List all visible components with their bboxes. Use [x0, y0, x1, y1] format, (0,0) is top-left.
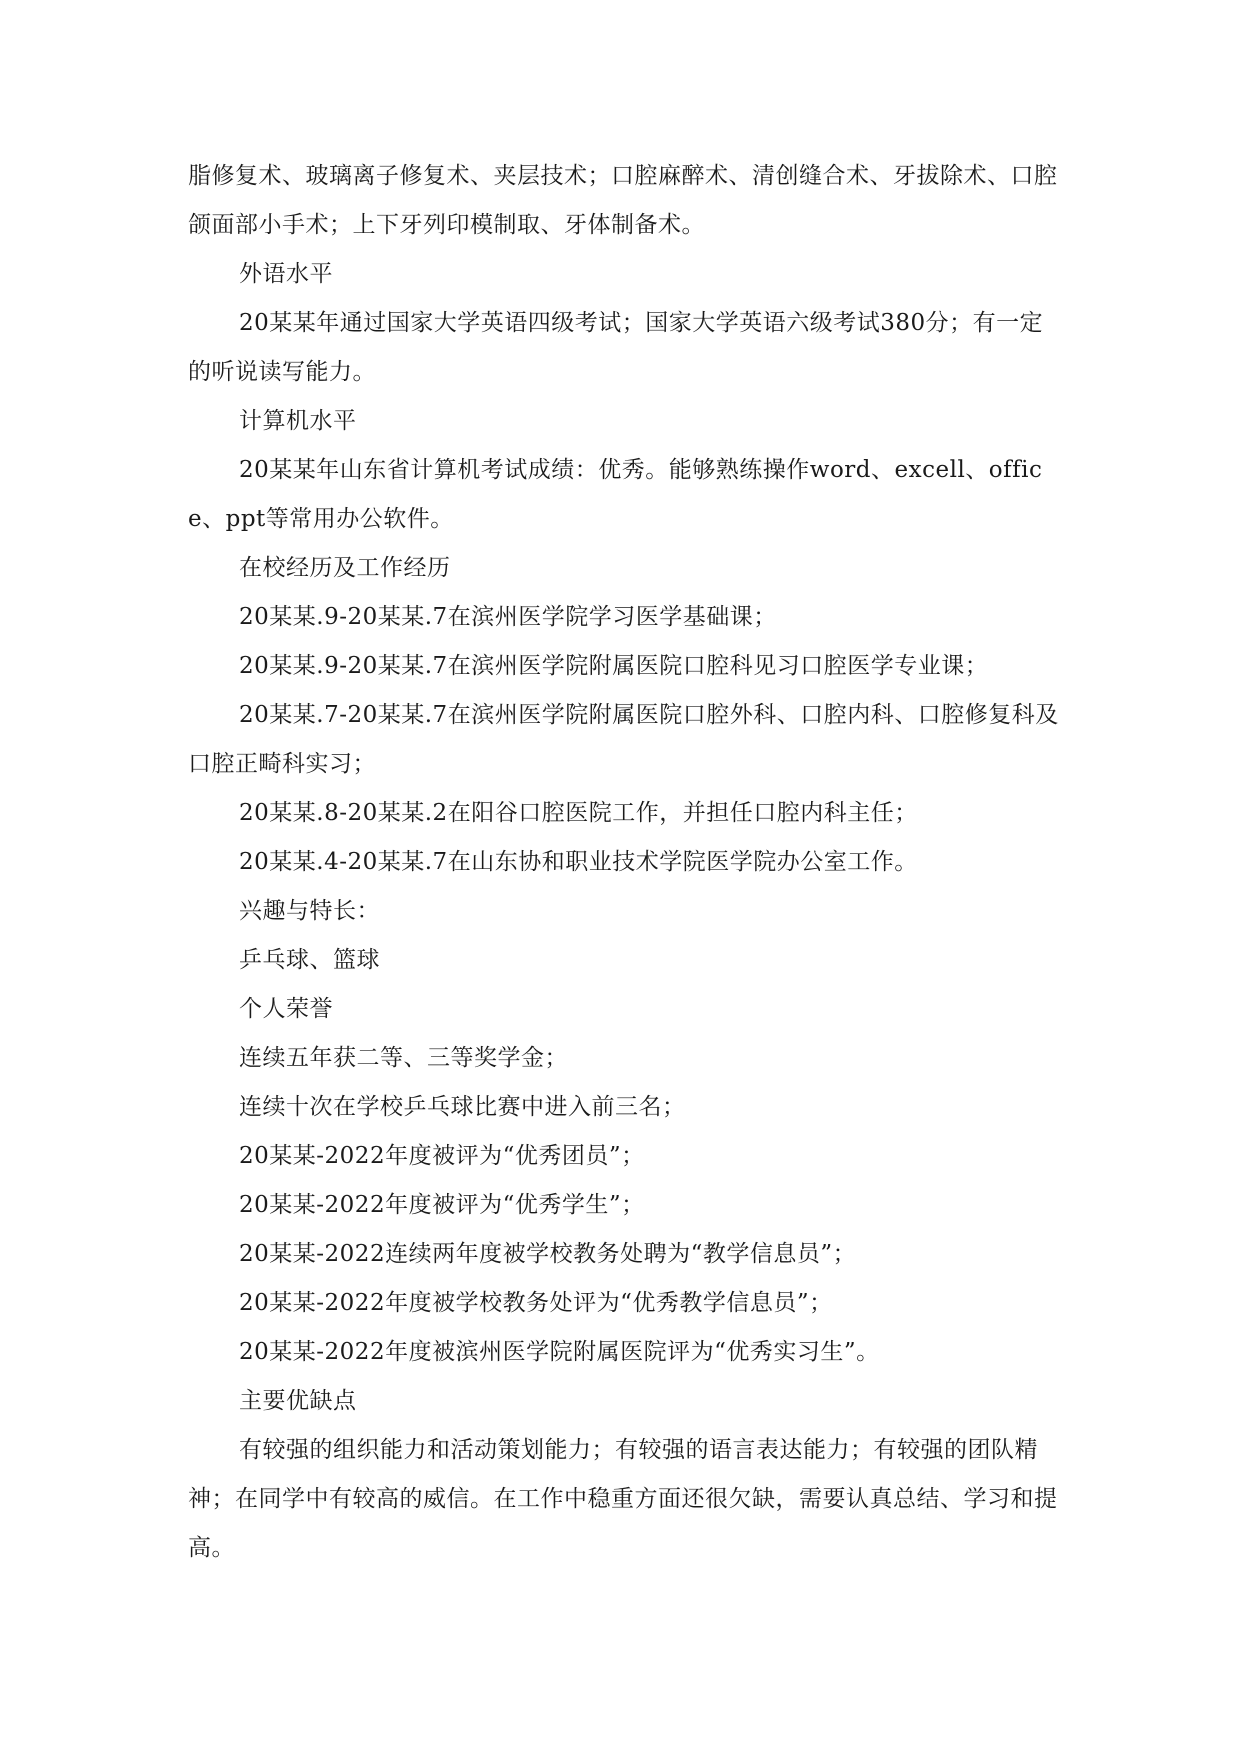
- experience-item: 20某某.9-20某某.7在滨州医学院学习医学基础课；: [239, 604, 777, 630]
- heading-foreign-language: 外语水平: [239, 261, 333, 287]
- honor-item: 20某某-2022年度被评为“优秀团员”；: [239, 1143, 645, 1169]
- honor-item: 连续五年获二等、三等奖学金；: [239, 1045, 568, 1071]
- heading-strengths-weaknesses: 主要优缺点: [239, 1388, 357, 1414]
- heading-computer-skills: 计算机水平: [239, 408, 357, 434]
- heading-experience: 在校经历及工作经历: [239, 555, 451, 581]
- honor-item: 20某某-2022年度被学校教务处评为“优秀教学信息员”；: [239, 1290, 833, 1316]
- experience-item: 20某某.9-20某某.7在滨州医学院附属医院口腔科见习口腔医学专业课；: [239, 653, 989, 679]
- heading-honors: 个人荣誉: [239, 996, 333, 1022]
- honor-item: 20某某-2022连续两年度被学校教务处聘为“教学信息员”；: [239, 1241, 857, 1267]
- experience-item: 20某某.7-20某某.7在滨州医学院附属医院口腔外科、口腔内科、口腔修复科及口腔正畸科实习；: [188, 702, 1059, 777]
- paragraph-skills-continued: 脂修复术、玻璃离子修复术、夹层技术；口腔麻醉术、清创缝合术、牙拔除术、口腔颌面部小手术；上下牙列印模制取、牙体制备术。: [188, 163, 1058, 238]
- heading-interests: 兴趣与特长：: [239, 898, 380, 924]
- paragraph-computer-skills: 20某某年山东省计算机考试成绩：优秀。能够熟练操作word、excell、office、ppt等常用办公软件。: [188, 457, 1043, 532]
- document-body: [188, 152, 1060, 1573]
- experience-item: 20某某.4-20某某.7在山东协和职业技术学院医学院办公室工作。: [239, 849, 918, 875]
- experience-item: 20某某.8-20某某.2在阳谷口腔医院工作，并担任口腔内科主任；: [239, 800, 918, 826]
- honor-item: 连续十次在学校乒乓球比赛中进入前三名；: [239, 1094, 686, 1120]
- paragraph-foreign-language: 20某某年通过国家大学英语四级考试；国家大学英语六级考试380分；有一定的听说读写能力。: [188, 310, 1044, 385]
- honor-item: 20某某-2022年度被滨州医学院附属医院评为“优秀实习生”。: [239, 1339, 880, 1365]
- paragraph-strengths-weaknesses: 有较强的组织能力和活动策划能力；有较强的语言表达能力；有较强的团队精神；在同学中有较高的威信。在工作中稳重方面还很欠缺，需要认真总结、学习和提高。: [188, 1437, 1058, 1561]
- honor-item: 20某某-2022年度被评为“优秀学生”；: [239, 1192, 645, 1218]
- paragraph-interests: 乒乓球、篮球: [239, 947, 380, 973]
